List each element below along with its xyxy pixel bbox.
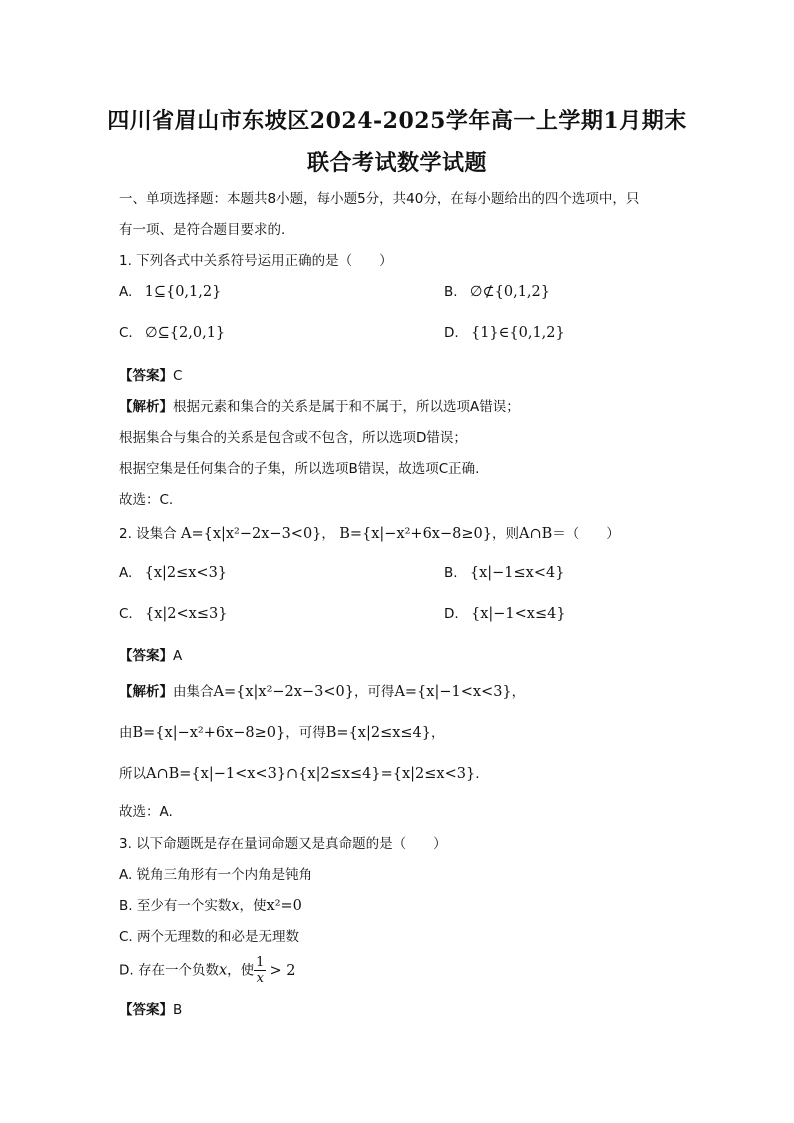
option-label: D. [444,325,459,341]
q2-answer [119,644,182,664]
answer-tag: 【答案】 [119,1002,173,1018]
option-math: {x|2≤x<3} [144,565,228,581]
option-math: {x|2<x≤3} [145,606,228,622]
option-label: A. [119,284,133,300]
analysis-math: A∩B={x|−1<x<3}∩{x|2≤x≤4}={x|2≤x<3} [146,766,476,782]
option-text: B. 至少有一个实数 [119,898,232,914]
answer-tag: 【答案】 [119,368,173,384]
analysis-text: 所以 [119,766,146,782]
analysis-text: 根据元素和集合的关系是属于和不属于，所以选项A错误； [173,399,520,415]
option-math: ∅⊄{0,1,2} [469,284,550,300]
option-text: ，使 [239,898,267,914]
option-math: ∅⊆{2,0,1} [145,325,226,341]
q2-stem-mid: ，则 [491,526,519,542]
analysis-text: 由 [119,725,133,741]
analysis-math: B={x|−x²+6x−8≥0} [132,725,286,741]
document-title-line1: 四川省眉山市东坡区2024-2025学年高一上学期1月期末 [107,108,687,134]
q2-sep: ， [321,526,335,542]
document-title-line2: 联合考试数学试题 [306,150,487,176]
answer-value: B [173,1002,183,1018]
q3-option-d [119,955,295,986]
q2-set-b: B={x|−x²+6x−8≥0} [339,526,492,542]
analysis-text: 由集合 [173,684,214,700]
option-math: {1}∈{0,1,2} [470,325,565,341]
analysis-text: ，可得 [353,684,395,700]
q2-stem-end: ＝（ ） [552,526,620,542]
option-label: A. [119,565,133,581]
analysis-text: ， [511,684,526,700]
analysis-math: B={x|2≤x≤4} [325,725,432,741]
q3-option-b [119,894,302,914]
analysis-math: A={x|x²−2x−3<0} [213,684,354,700]
q1-analysis-line1 [119,395,520,415]
analysis-text: ，可得 [285,725,326,741]
q2-option-d [444,606,566,622]
q2-conclusion: 故选：A. [119,804,173,820]
answer-tag: 【答案】 [119,648,173,664]
section-heading-line2: 有一项、是符合题目要求的. [119,222,286,238]
q2-option-a [119,565,227,581]
q1-option-a [119,284,221,300]
q2-stem-prefix: 2. 设集合 [119,526,177,542]
option-label: C. [119,325,133,341]
q3-answer [119,998,182,1018]
q3-stem: 3. 以下命题既是存在量词命题又是真命题的是（ ） [119,836,447,852]
analysis-tag: 【解析】 [119,399,173,415]
q3-option-a: A. 锐角三角形有一个内角是钝角 [119,867,313,883]
option-math: > 2 [269,962,296,979]
option-label: B. [444,565,458,581]
q3-option-c: C. 两个无理数的和必是无理数 [119,929,300,945]
q1-analysis-line2: 根据集合与集合的关系是包含或不包含，所以选项D错误； [119,430,467,446]
answer-value: C [173,368,183,384]
analysis-text: . [475,766,480,782]
analysis-tag: 【解析】 [119,684,173,700]
option-label: C. [119,606,133,622]
option-text: ，使 [227,962,255,979]
fraction [254,955,266,986]
analysis-math: A={x|−1<x<3} [394,684,512,700]
q2-analysis-line3 [119,762,480,782]
analysis-text: ， [431,725,445,741]
q2-expr: A∩B [518,526,553,542]
q1-answer [119,364,182,384]
q1-analysis-line3: 根据空集是任何集合的子集，所以选项B错误，故选项C正确. [119,461,480,477]
q2-analysis-line1 [119,680,525,700]
q2-stem [119,522,620,542]
q2-set-a: A={x|x²−2x−3<0} [180,526,322,542]
option-text: D. 存在一个负数 [119,962,219,979]
fraction-denominator: x [256,971,264,986]
option-math: x [218,962,228,979]
option-math: {x|−1<x≤4} [470,606,566,622]
q2-option-c [119,606,227,622]
q1-stem: 1. 下列各式中关系符号运用正确的是（ ） [119,253,393,269]
q1-option-d [444,325,565,341]
answer-value: A [173,648,183,664]
q2-option-b [444,565,564,581]
option-math: x²=0 [266,898,302,914]
option-label: B. [444,284,458,300]
q2-analysis-line2 [119,721,445,741]
fraction-numerator: 1 [256,955,265,970]
q1-option-c [119,325,225,341]
section-heading-line1: 一、单项选择题：本题共8小题，每小题5分，共40分，在每小题给出的四个选项中，只 [119,191,640,207]
option-math: 1⊆{0,1,2} [144,284,222,300]
q1-option-b [444,284,550,300]
option-math: x [231,898,240,914]
option-label: D. [444,606,459,622]
q1-conclusion: 故选：C. [119,492,174,508]
option-math: {x|−1≤x<4} [469,565,565,581]
